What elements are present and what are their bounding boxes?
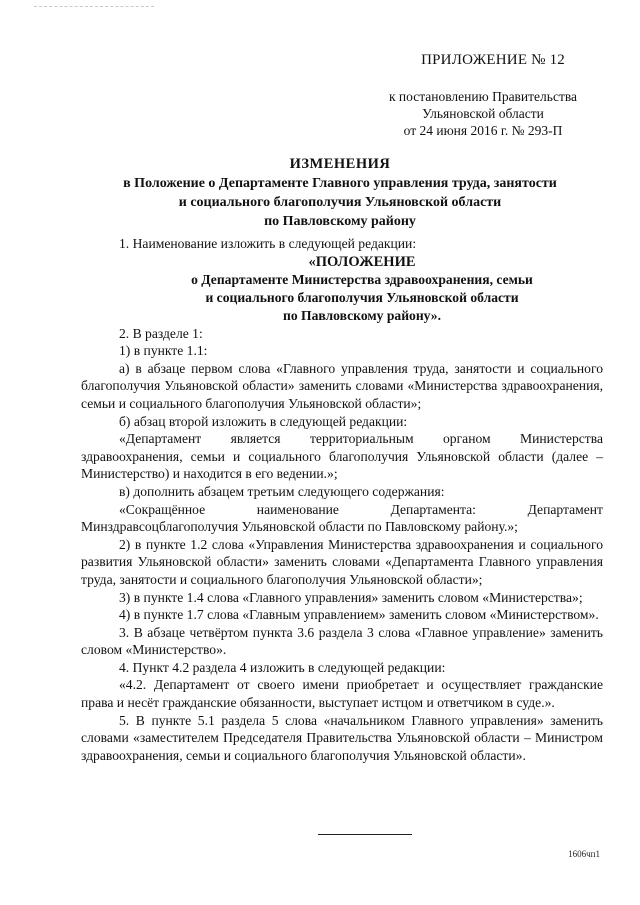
- footer-code: 1606чп1: [568, 849, 600, 859]
- heading-line: и социального благополучия Ульяновской области: [178, 195, 502, 210]
- new-title-line: и социального благополучия Ульяновской области: [205, 289, 519, 305]
- decree-line: Ульяновской области: [422, 106, 544, 121]
- item-5: 5. В пункте 5.1 раздела 5 слова «начальником Главного управления» заменить словами «заместителем Председателя Правительства Ульяновской области – Министром здравоохранения, семьи и социального благополучия Ульяновской области».: [81, 712, 603, 763]
- item-2-b-text: «Департамент является территориальным органом Министерства здравоохранения, семьи и социального благополучия Ульяновской области (далее – Министерство) и находится в его ведении.»;: [81, 431, 603, 482]
- closing-rule: [318, 834, 412, 835]
- item-2-sub1: 1) в пункте 1.1:: [119, 343, 208, 359]
- heading-line: в Положение о Департаменте Главного управления труда, занятости: [123, 176, 557, 191]
- new-title-line: по Павловскому району».: [283, 307, 441, 323]
- new-title-block: [121, 253, 603, 325]
- item-4-text: «4.2. Департамент от своего имени приобретает и осуществляет гражданские права и несёт гражданские обязанности, выступает истцом и ответчиком в суде.».: [81, 677, 603, 711]
- item-2-b-intro: б) абзац второй изложить в следующей редакции:: [119, 413, 408, 429]
- annex-number: ПРИЛОЖЕНИЕ № 12: [421, 52, 565, 68]
- decree-line: к постановлению Правительства: [388, 89, 578, 104]
- document-heading: [60, 155, 620, 231]
- item-1-intro: 1. Наименование изложить в следующей редакции:: [119, 236, 417, 251]
- scan-marks: [34, 6, 154, 13]
- new-title-line: «ПОЛОЖЕНИЕ: [308, 253, 416, 270]
- heading-title: ИЗМЕНЕНИЯ: [289, 156, 391, 172]
- item-3: 3. В абзаце четвёртом пункта 3.6 раздела 3 слова «Главное управление» заменить словом «Министерство».: [81, 624, 603, 658]
- item-2-intro: 2. В разделе 1:: [119, 325, 203, 341]
- item-2-sub2: 2) в пункте 1.2 слова «Управления Министерства здравоохранения и социального развития Ульяновской области» заменить словами «Департамента Главного управления труда, занятости и социального благополучия Ульяновской области»;: [81, 536, 603, 587]
- item-2-a: а) в абзаце первом слова «Главного управления труда, занятости и социального благополучия Ульяновской области» заменить словами «Министерства здравоохранения, семьи и социального благополучия Ульяновской области»;: [81, 360, 603, 411]
- item-2-v-intro: в) дополнить абзацем третьим следующего содержания:: [119, 483, 445, 499]
- new-title-line: о Департаменте Министерства здравоохранения, семьи: [191, 271, 533, 287]
- item-2-v-text: «Сокращённое наименование Департамента: Департамент Минздравсоцблагополучия Ульяновской области по Павловскому району.»;: [81, 501, 603, 535]
- item-2-sub4: 4) в пункте 1.7 слова «Главным управлением» заменить словом «Министерством».: [119, 607, 599, 623]
- item-2-sub3: 3) в пункте 1.4 слова «Главного управления» заменить словом «Министерства»;: [119, 589, 583, 605]
- heading-line: по Павловскому району: [264, 214, 416, 229]
- decree-line: от 24 июня 2016 г. № 293-П: [403, 123, 563, 138]
- document-body: [81, 235, 603, 764]
- item-4-intro: 4. Пункт 4.2 раздела 4 изложить в следующей редакции:: [119, 659, 446, 675]
- decree-reference: [368, 88, 598, 139]
